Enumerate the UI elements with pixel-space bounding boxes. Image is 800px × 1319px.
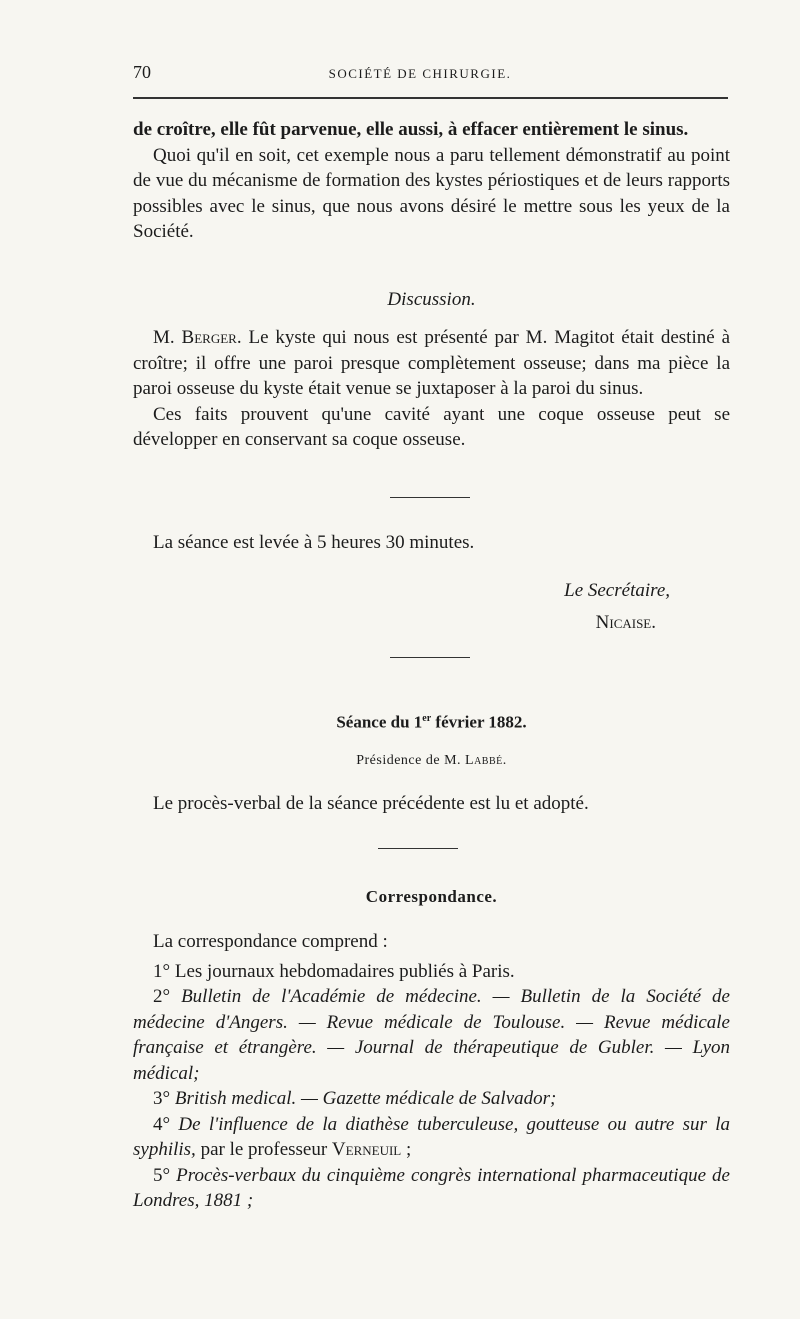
secretary-name: Nicaise. <box>595 611 656 633</box>
header-rule <box>133 97 728 99</box>
discussion-paragraph-1 <box>133 325 730 402</box>
separator-rule <box>390 497 470 498</box>
intro-line: de croître, elle fût parvenue, elle aussi, à effacer entièrement le sinus. <box>133 119 689 140</box>
discussion-block <box>133 287 730 313</box>
presidence-text: Présidence de M. <box>356 753 466 768</box>
separator-rule <box>390 657 470 658</box>
proces-verbal-block <box>133 791 730 817</box>
closing-block <box>133 530 730 556</box>
correspondance-item-1: 1° Les journaux hebdomadaires publiés à Paris. <box>153 960 515 982</box>
secretary-signature <box>150 578 670 635</box>
item-5-title: Procès-verbaux du cinquième congrès international pharmaceutique de Londres, 1881 ; <box>133 1164 730 1211</box>
item-4-number: 4° <box>153 1113 179 1135</box>
presidence-line <box>133 748 730 774</box>
running-title: SOCIÉTÉ DE CHIRURGIE. <box>328 66 512 81</box>
secretary-title: Le Secrétaire, <box>564 580 670 601</box>
item-5-number: 5° <box>153 1164 177 1186</box>
item-4-title: De l'influence de la diathèse tuberculeuse, goutteuse ou autre sur la syphilis, <box>133 1113 730 1160</box>
correspondance-title: Correspondance. <box>365 887 498 906</box>
seance-title-date: février 1882. <box>431 712 527 732</box>
item-2-text: Bulletin de l'Académie de médecine. — Bulletin de la Société de médecine d'Angers. — Revue médicale de Toulouse. — Revue médicale française et étrangère. — Journal de thérapeutique de Gubler. — Lyon médical; <box>133 986 730 1084</box>
discussion-paragraph-2: Ces faits prouvent qu'une cavité ayant une coque osseuse peut se développer en conservant sa coque osseuse. <box>133 403 730 450</box>
correspondance-item-2 <box>133 984 730 1086</box>
page-number: 70 <box>133 62 151 82</box>
intro-paragraph: Quoi qu'il en soit, cet exemple nous a paru tellement démonstratif au point de vue du mécanisme de formation des kystes périostiques et de leurs rapports possibles avec le sinus, que nous avons désiré le mettre sous les yeux de la Société. <box>133 144 730 242</box>
separator-rule <box>378 848 458 849</box>
president-name: Labbé. <box>465 753 507 768</box>
seance-title-main: Séance du 1 <box>336 712 423 732</box>
correspondance-item-5 <box>133 1163 730 1214</box>
item-3-number: 3° <box>153 1088 175 1109</box>
levee-text: La séance est levée à 5 heures 30 minutes. <box>153 532 475 553</box>
correspondance-item-3 <box>133 1086 730 1112</box>
correspondance-body <box>133 929 730 1214</box>
item-4-author: Verneuil <box>331 1139 402 1160</box>
correspondance-intro: La correspondance comprend : <box>153 931 388 952</box>
item-2-number: 2° <box>153 986 182 1007</box>
discussion-title: Discussion. <box>387 289 476 310</box>
proces-verbal: Le procès-verbal de la séance précédente est lu et adopté. <box>153 793 589 814</box>
speaker-name: M. Berger. <box>153 327 242 348</box>
discussion-paragraph-1-text: Le kyste qui nous est présenté par M. Magitot était destiné à croître; il offre une paroi presque complètement osseuse; dans ma pièce la paroi osseuse du kyste était venue se juxtaposer à la paroi du sinus. <box>133 327 730 399</box>
item-4-end: ; <box>401 1139 412 1160</box>
intro-block <box>133 117 730 245</box>
item-4-text: par le professeur <box>195 1139 332 1160</box>
correspondance-item-4 <box>133 1112 730 1163</box>
seance-title <box>133 706 730 735</box>
discussion-body <box>133 325 730 453</box>
seance-title-sup: er <box>422 713 432 724</box>
item-3-text: British medical. — Gazette médicale de Salvador; <box>174 1088 557 1109</box>
